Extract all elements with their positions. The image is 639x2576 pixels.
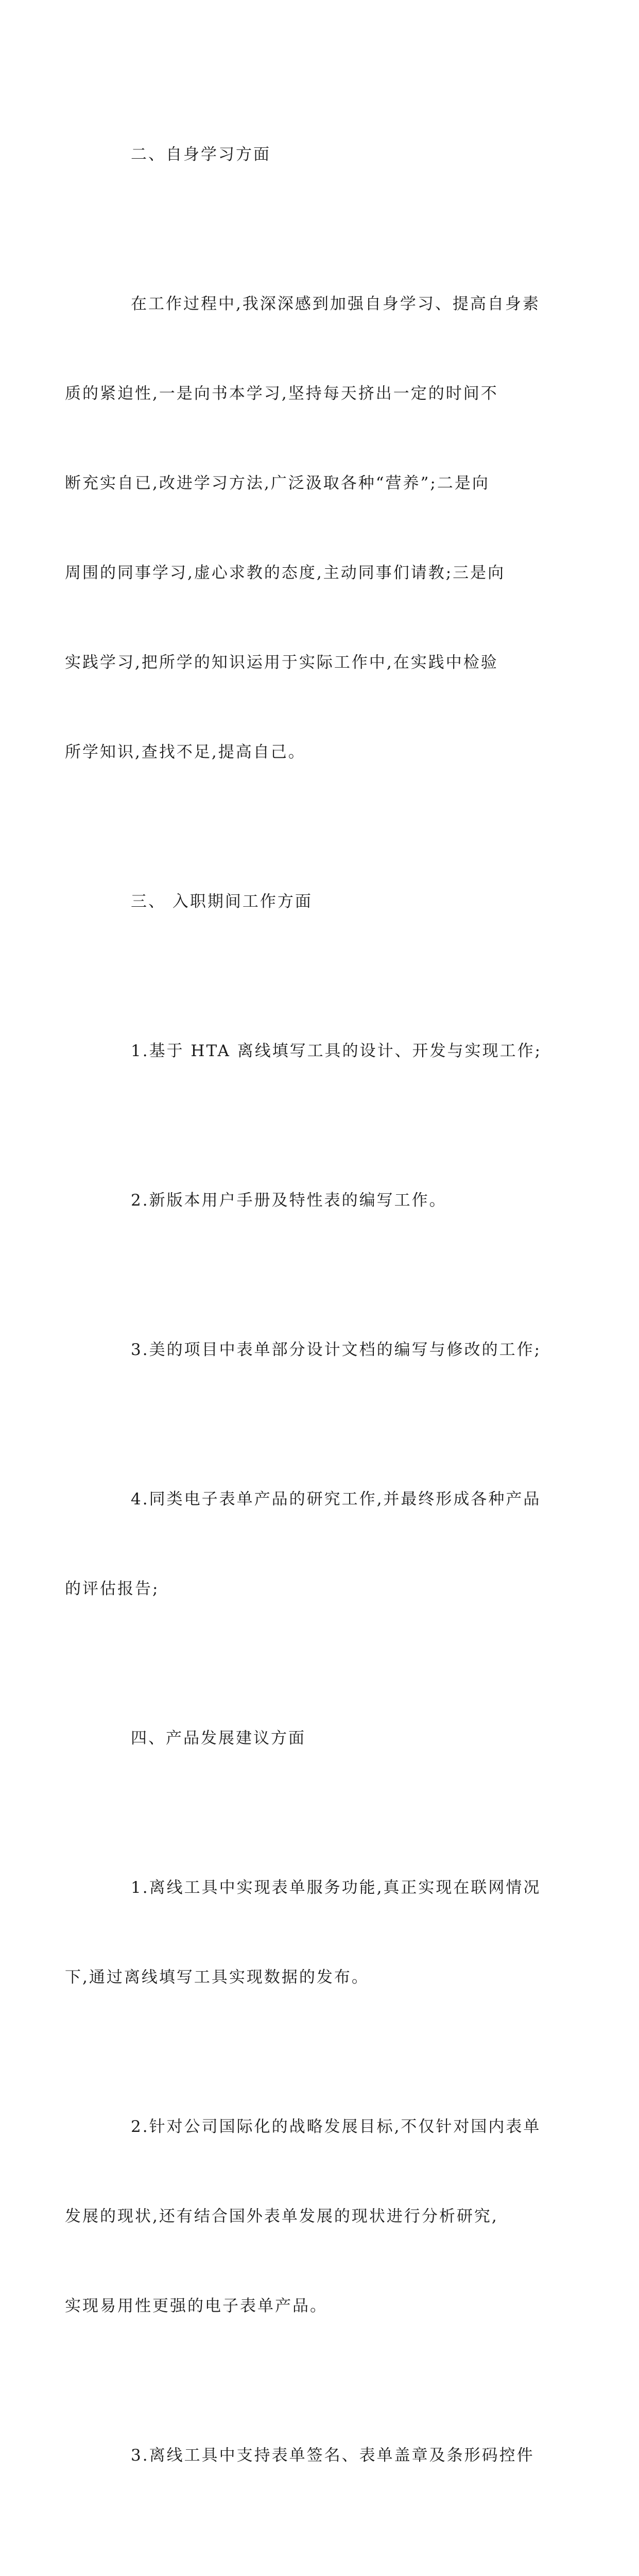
list-item-suggestion-3: 3.离线工具中支持表单签名、表单盖章及条形码控件 xyxy=(131,2446,534,2465)
list-item-work-2: 2.新版本用户手册及特性表的编写工作。 xyxy=(131,1191,447,1210)
list-item-work-1: 1.基于 HTA 离线填写工具的设计、开发与实现工作; xyxy=(131,1042,542,1060)
list-item-work-4: 4.同类电子表单产品的研究工作,并最终形成各种产品 的评估报告; xyxy=(65,1490,541,1598)
section-heading-work-during-employment: 三、 入职期间工作方面 xyxy=(131,892,313,911)
list-item-suggestion-1: 1.离线工具中实现表单服务功能,真正实现在联网情况 下,通过离线填写工具实现数据的发布。 xyxy=(65,1878,541,1987)
paragraph-self-study: 在工作过程中,我深深感到加强自身学习、提高自身素 质的紧迫性,一是向书本学习,坚持每天挤出一定的时间不 断充实自已,改进学习方法,广泛汲取各种“营养”;二是向 周围的同事学习,虚心求教的态度,主动同事们请教;三是向 实践学习,把所学的知识运用于实际工作中,在实践中检验 所学知识,查找不足,提高自己。 xyxy=(65,295,540,761)
list-item-suggestion-4 xyxy=(98,2530,546,2576)
list-item-suggestion-2: 2.针对公司国际化的战略发展目标,不仅针对国内表单 发展的现状,还有结合国外表单发展的现状进行分析研究, 实现易用性更强的电子表单产品。 xyxy=(65,2117,541,2315)
section-heading-product-suggestions: 四、产品发展建议方面 xyxy=(131,1729,306,1748)
list-item-work-3: 3.美的项目中表单部分设计文档的编写与修改的工作; xyxy=(131,1341,542,1359)
document-body xyxy=(65,80,546,2576)
section-heading-self-study: 二、自身学习方面 xyxy=(131,145,271,164)
